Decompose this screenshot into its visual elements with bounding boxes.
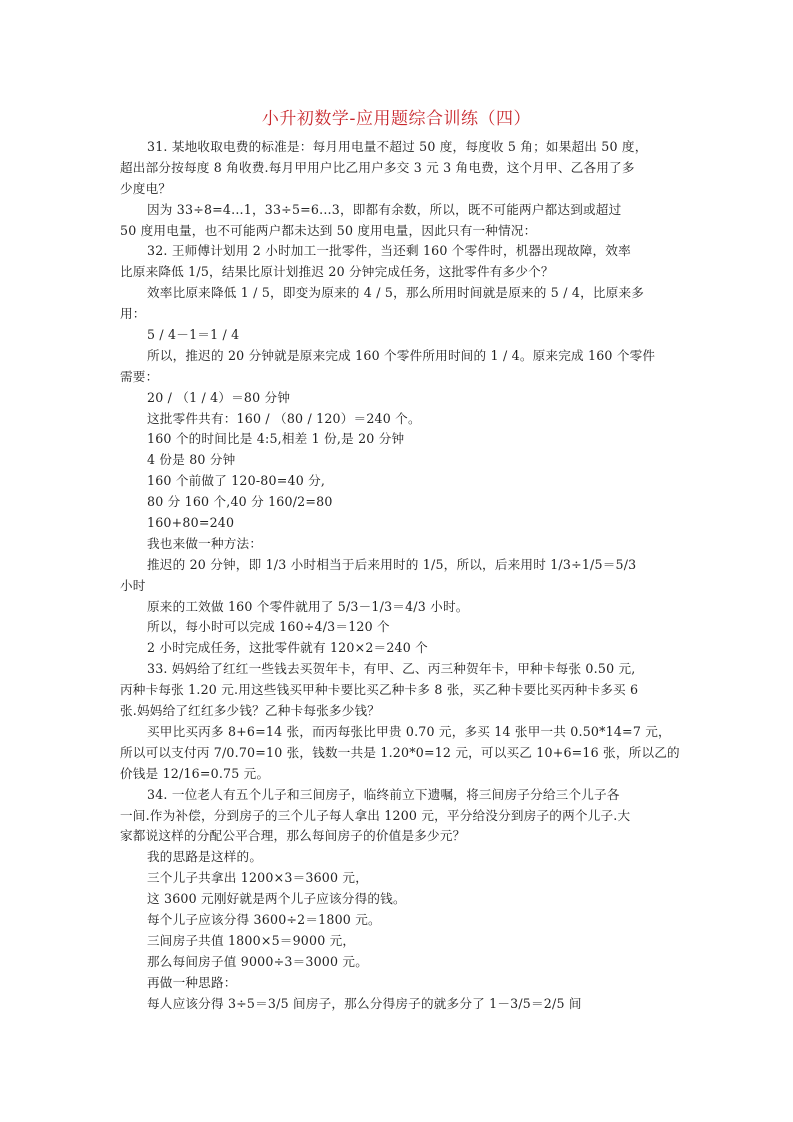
text-line: 三个儿子共拿出 1200×3＝3600 元， [147,870,369,886]
text-line: 家都说这样的分配公平合理，那么每间房子的价值是多少元？ [120,828,466,844]
text-line: 价钱是 12/16=0.75 元。 [120,765,270,781]
text-line: 小时 [120,577,146,593]
text-line: 50 度用电量，也不可能两户都未达到 50 度用电量，因此只有一种情况： [120,222,537,238]
text-line: 5 / 4－1＝1 / 4 [147,327,240,343]
text-line: 32. 王师傅计划用 2 小时加工一批零件，当还剩 160 个零件时，机器出现故障，效率 [147,243,631,259]
text-line: 20 / （1 / 4）＝80 分钟 [147,389,291,405]
text-line: 所以，推迟的 20 分钟就是原来完成 160 个零件所用时间的 1 / 4。原来完成 160 个零件 [147,347,656,363]
text-line: 34. 一位老人有五个儿子和三间房子，临终前立下遗嘱，将三间房子分给三个儿子各 [147,786,620,802]
text-line: 那么每间房子值 9000÷3＝3000 元。 [147,953,369,969]
text-line: 再做一种思路： [147,974,237,990]
text-line: 比原来降低 1/5，结果比原计划推迟 20 分钟完成任务，这批零件有多少个？ [120,264,554,280]
text-line: 所以，每小时可以完成 160÷4/3＝120 个 [147,619,390,635]
text-line: 2 小时完成任务，这批零件就有 120×2＝240 个 [147,640,428,656]
text-line: 33. 妈妈给了红红一些钱去买贺年卡，有甲、乙、丙三种贺年卡，甲种卡每张 0.50 元, [147,661,636,677]
text-line: 一间.作为补偿，分到房子的三个儿子每人拿出 1200 元，平分给没分到房子的两个儿子.大 [120,807,631,823]
text-line: 这 3600 元刚好就是两个儿子应该分得的钱。 [147,891,406,907]
text-line: 160 个的时间比是 4:5,相差 1 份,是 20 分钟 [147,431,405,447]
text-line: 160+80=240 [147,515,235,531]
text-line: 丙种卡每张 1.20 元.用这些钱买甲种卡要比买乙种卡多 8 张，买乙种卡要比买丙种卡多买 6 [120,682,639,698]
text-line: 160 个前做了 120-80=40 分, [147,473,326,489]
text-line: 少度电？ [120,180,172,196]
text-line: 我也来做一种方法： [147,535,263,551]
text-line: 每人应该分得 3÷5＝3/5 间房子，那么分得房子的就多分了 1－3/5＝2/5 间 [147,995,582,1011]
text-line: 超出部分按每度 8 角收费.每月甲用户比乙用户多交 3 元 3 角电费，这个月甲、乙各用了多 [120,159,635,175]
text-line: 用： [120,306,146,322]
text-line: 31. 某地收取电费的标准是：每月用电量不超过 50 度，每度收 5 角；如果超出 50 度， [147,139,648,154]
text-line: 我的思路是这样的。 [147,849,263,865]
text-line: 4 份是 80 分钟 [147,452,236,468]
text-line: 买甲比买丙多 8+6=14 张，而丙每张比甲贵 0.70 元，多买 14 张甲一共 0.50*14=7 元， [147,723,671,739]
document-body [120,137,678,1014]
document-title: 小升初数学-应用题综合训练（四） [261,109,532,129]
text-line: 每个儿子应该分得 3600÷2＝1800 元。 [147,911,381,927]
text-line: 因为 33÷8=4...1，33÷5=6...3，即都有余数，所以，既不可能两户都达到或超过 [147,201,622,217]
text-line: 需要： [120,368,159,384]
text-line: 所以可以支付丙 7/0.70=10 张，钱数一共是 1.20*0=12 元，可以买乙 10+6=16 张，所以乙的 [120,744,680,760]
text-line: 这批零件共有：160 / （80 / 120）＝240 个。 [147,410,421,426]
text-line: 效率比原来降低 1 / 5，即变为原来的 4 / 5，那么所用时间就是原来的 5 / 4，比原来多 [147,285,645,301]
text-line: 原来的工效做 160 个零件就用了 5/3－1/3＝4/3 小时。 [147,598,469,614]
text-line: 张.妈妈给了红红多少钱？乙种卡每张多少钱？ [120,703,381,719]
text-line: 80 分 160 个,40 分 160/2=80 [147,494,333,510]
text-line: 三间房子共值 1800×5＝9000 元， [147,932,356,948]
text-line: 推迟的 20 分钟，即 1/3 小时相当于后来用时的 1/5，所以，后来用时 1/3÷1/5＝5/3 [147,556,637,572]
